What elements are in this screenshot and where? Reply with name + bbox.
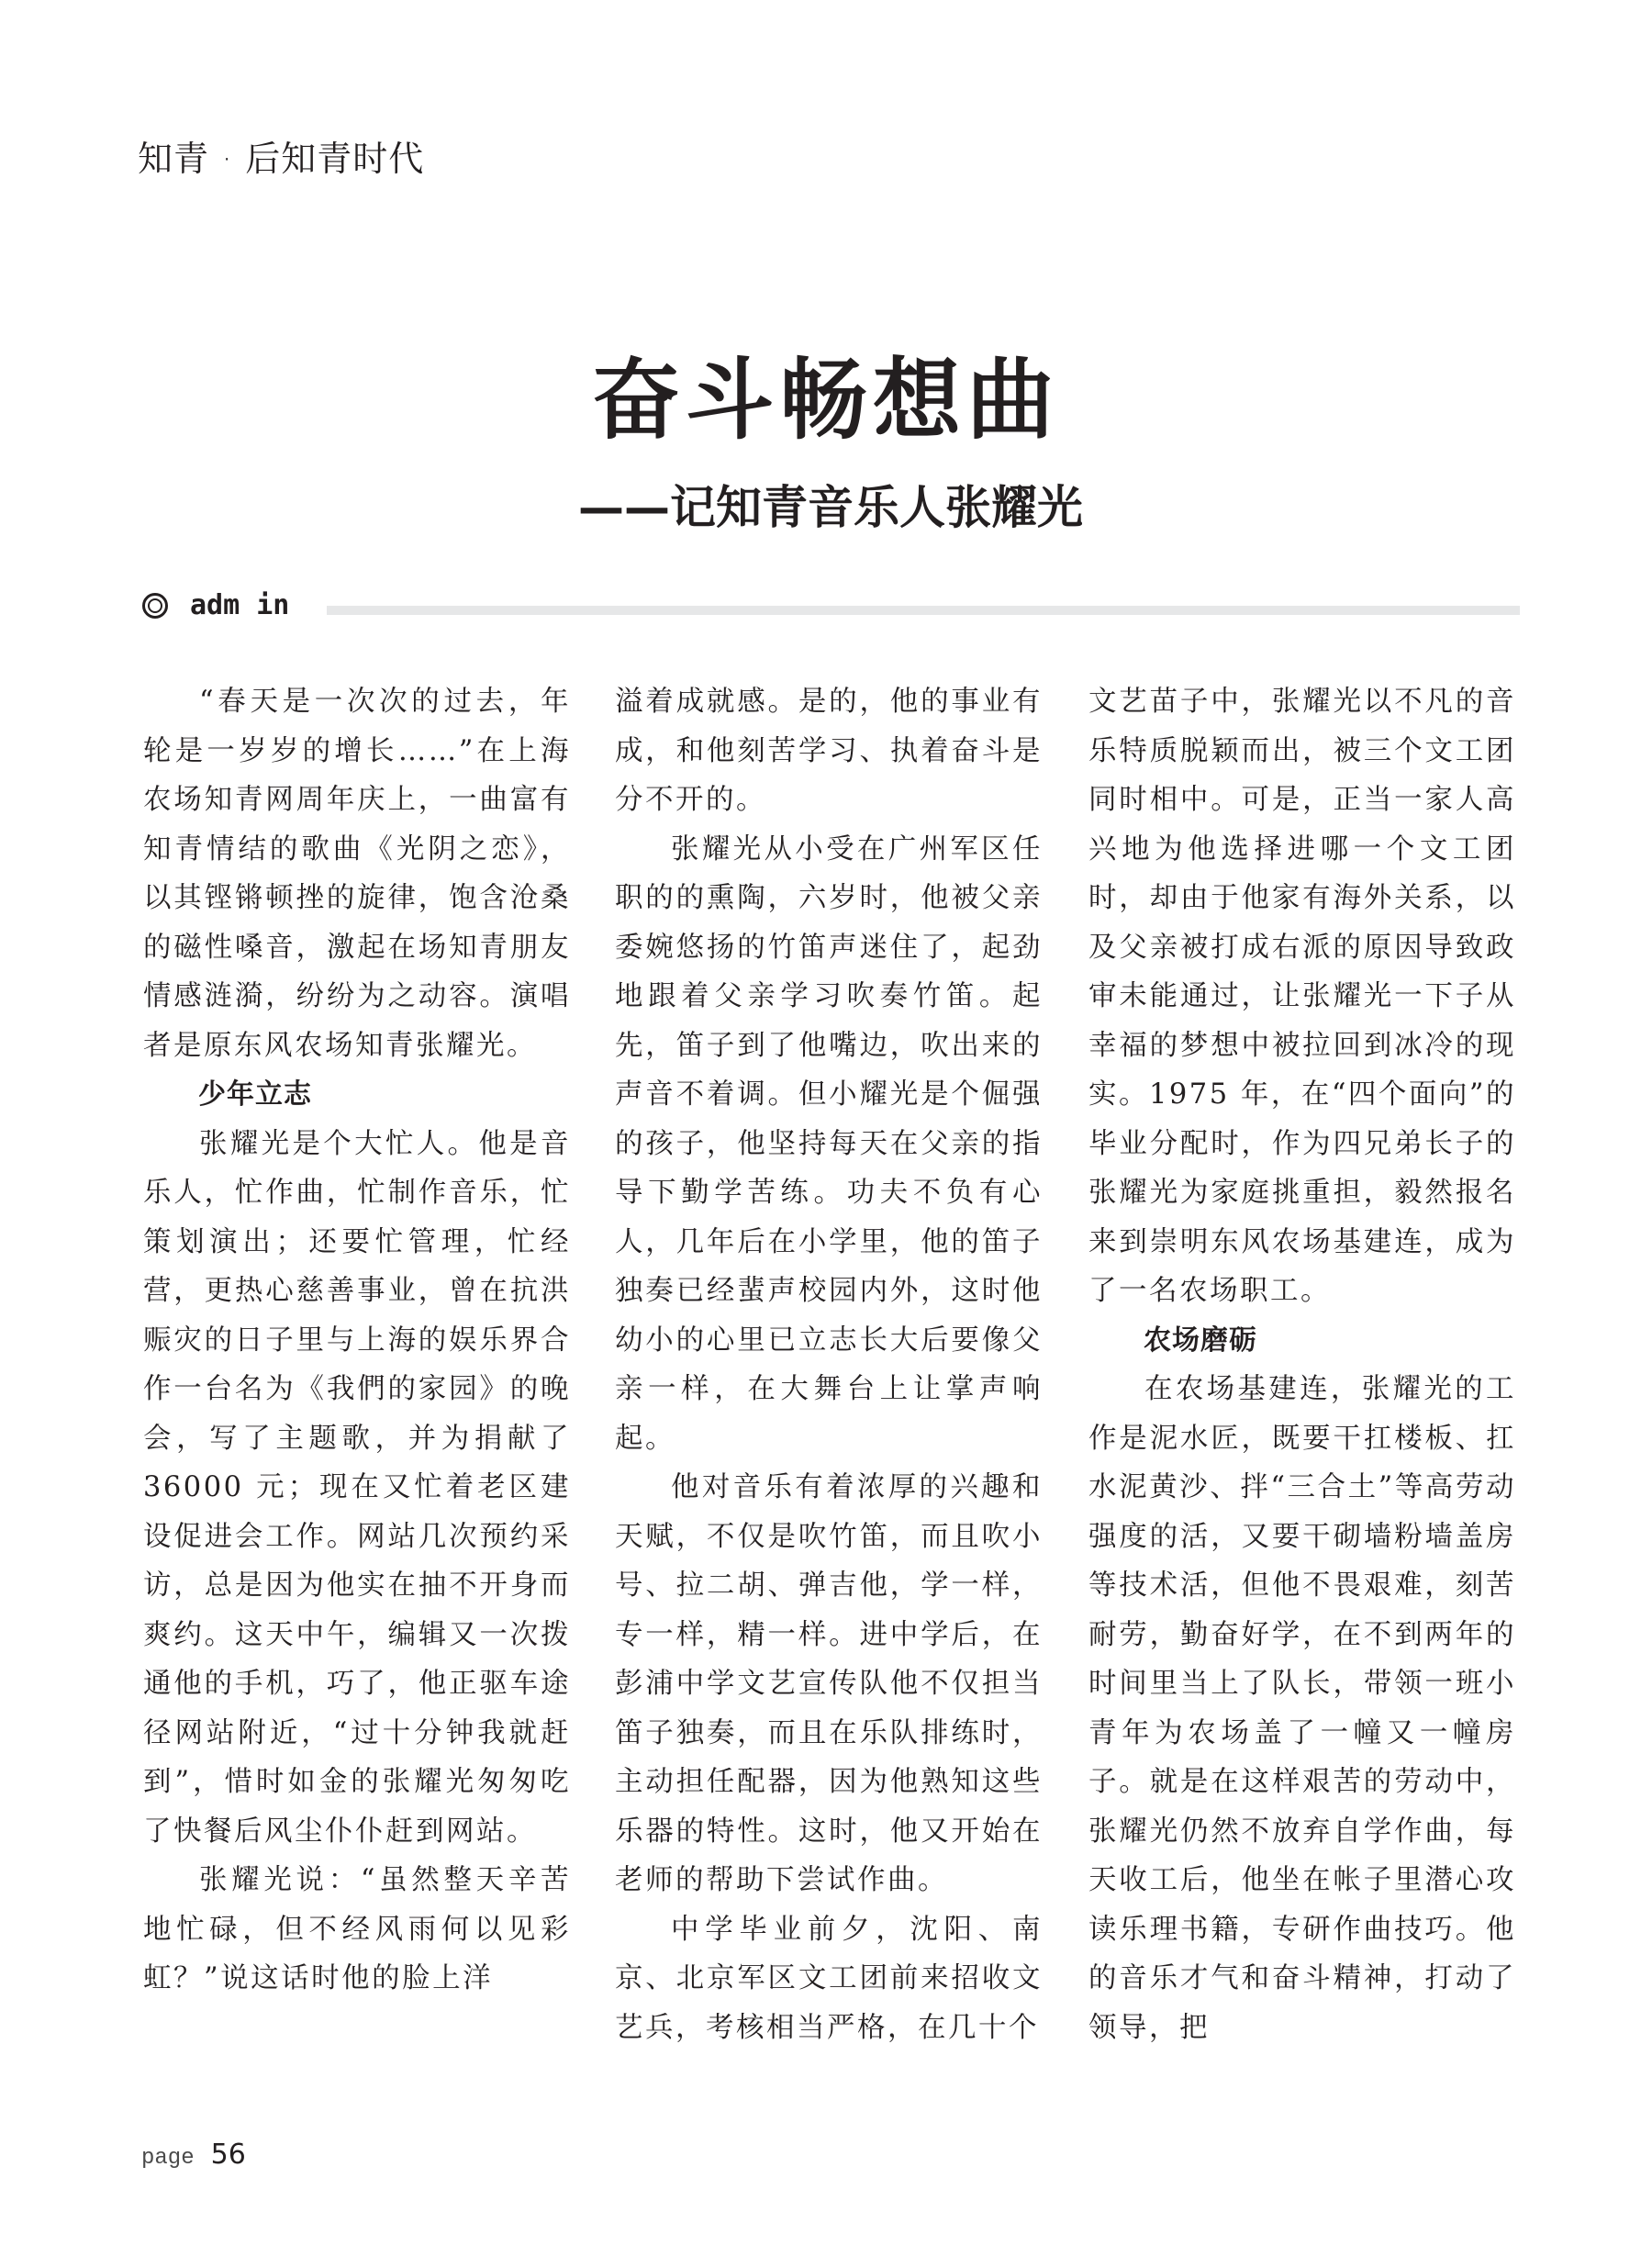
- paragraph: 溢着成就感。是的，他的事业有成，和他刻苦学习、执着奋斗是分不开的。: [615, 686, 1043, 816]
- paragraph: 他对音乐有着浓厚的兴趣和天赋，不仅是吹竹笛，而且吹小号、拉二胡、弹吉他，学一样，专一样，精一样。进中学后，在彭浦中学文艺宣传队他不仅担当笛子独奏，而且在乐队排练时，主动担任配器，因为他熟知这些乐器的特性。这时，他又开始在老师的帮助下尝试作曲。: [615, 1471, 1043, 1896]
- column-2: [615, 677, 1043, 2052]
- page-number: 56: [210, 2139, 246, 2171]
- section-heading: 农场磨砺: [1144, 1324, 1257, 1357]
- section-label: 知青 · 后知青时代: [138, 139, 425, 179]
- paragraph: “春天是一次次的过去，年轮是一岁岁的增长……”在上海农场知青网周年庆上，一曲富有知青情结的歌曲《光阴之恋》，以其铿锵顿挫的旋律，饱含沧桑的磁性嗓音，激起在场知青朋友情感涟漪，纷纷为之动容。演唱者是原东风农场知青张耀光。: [143, 686, 571, 1062]
- paragraph: 文艺苗子中，张耀光以不凡的音乐特质脱颖而出，被三个文工团同时相中。可是，正当一家人高兴地为他选择进哪一个文工团时，却由于他家有海外关系，以及父亲被打成右派的原因导致政审未能通过，让张耀光一下子从幸福的梦想中被拉回到冰冷的现实。1975 年，在“四个面向”的毕业分配时，作为四兄弟长子的张耀光为家庭挑重担，毅然报名来到崇明东风农场基建连，成为了一名农场职工。: [1088, 686, 1516, 1307]
- page-label: page: [141, 2146, 195, 2171]
- column-3: [1088, 677, 1516, 2052]
- article-title: 奋斗畅想曲: [592, 349, 1060, 452]
- section-heading: 少年立志: [198, 1078, 312, 1111]
- column-1: [143, 677, 571, 2004]
- double-circle-icon: [142, 593, 168, 619]
- paragraph: 在农场基建连，张耀光的工作是泥水匠，既要干扛楼板、扛水泥黄沙、拌“三合土”等高劳动强度的活，又要干砌墙粉墙盖房等技术活，但他不畏艰难，刻苦耐劳，勤奋好学，在不到两年的时间里当上了队长，带领一班小青年为农场盖了一幢又一幢房子。就是在这样艰苦的劳动中，张耀光仍然不放弃自学作曲，每天收工后，他坐在帐子里潜心攻读乐理书籍，专研作曲技巧。他的音乐才气和奋斗精神，打动了领导，把: [1088, 1373, 1516, 2044]
- header-divider: [327, 606, 1520, 615]
- paragraph: 张耀光是个大忙人。他是音乐人，忙作曲，忙制作音乐，忙策划演出；还要忙管理，忙经营，更热心慈善事业，曾在抗洪赈灾的日子里与上海的娱乐界合作一台名为《我們的家园》的晚会，写了主题歌，并为捐献了 36000 元；现在又忙着老区建设促进会工作。网站几次预约采访，总是因为他实在抽不开身而爽约。这天中午，编辑又一次拨通他的手机，巧了，他正驱车途径网站附近，“过十分钟我就赶到”，惜时如金的张耀光匆匆吃了快餐后风尘仆仆赶到网站。: [143, 1127, 571, 1848]
- paragraph: 张耀光说：“虽然整天辛苦地忙碌，但不经风雨何以见彩虹？”说这话时他的脸上洋: [143, 1864, 571, 1994]
- author-name: adm in: [190, 589, 290, 621]
- byline: [142, 589, 289, 621]
- paragraph: 中学毕业前夕，沈阳、南京、北京军区文工团前来招收文艺兵，考核相当严格，在几十个: [615, 1913, 1043, 2044]
- paragraph: 张耀光从小受在广州军区任职的的熏陶，六岁时，他被父亲委婉悠扬的竹笛声迷住了，起劲地跟着父亲学习吹奏竹笛。起先，笛子到了他嘴边，吹出来的声音不着调。但小耀光是个倔强的孩子，他坚持每天在父亲的指导下勤学苦练。功夫不负有心人，几年后在小学里，他的笛子独奏已经蜚声校园内外，这时他幼小的心里已立志长大后要像父亲一样，在大舞台上让掌声响起。: [615, 832, 1043, 1455]
- page-footer: [141, 2139, 246, 2171]
- article-subtitle: ——记知青音乐人张耀光: [578, 481, 1083, 534]
